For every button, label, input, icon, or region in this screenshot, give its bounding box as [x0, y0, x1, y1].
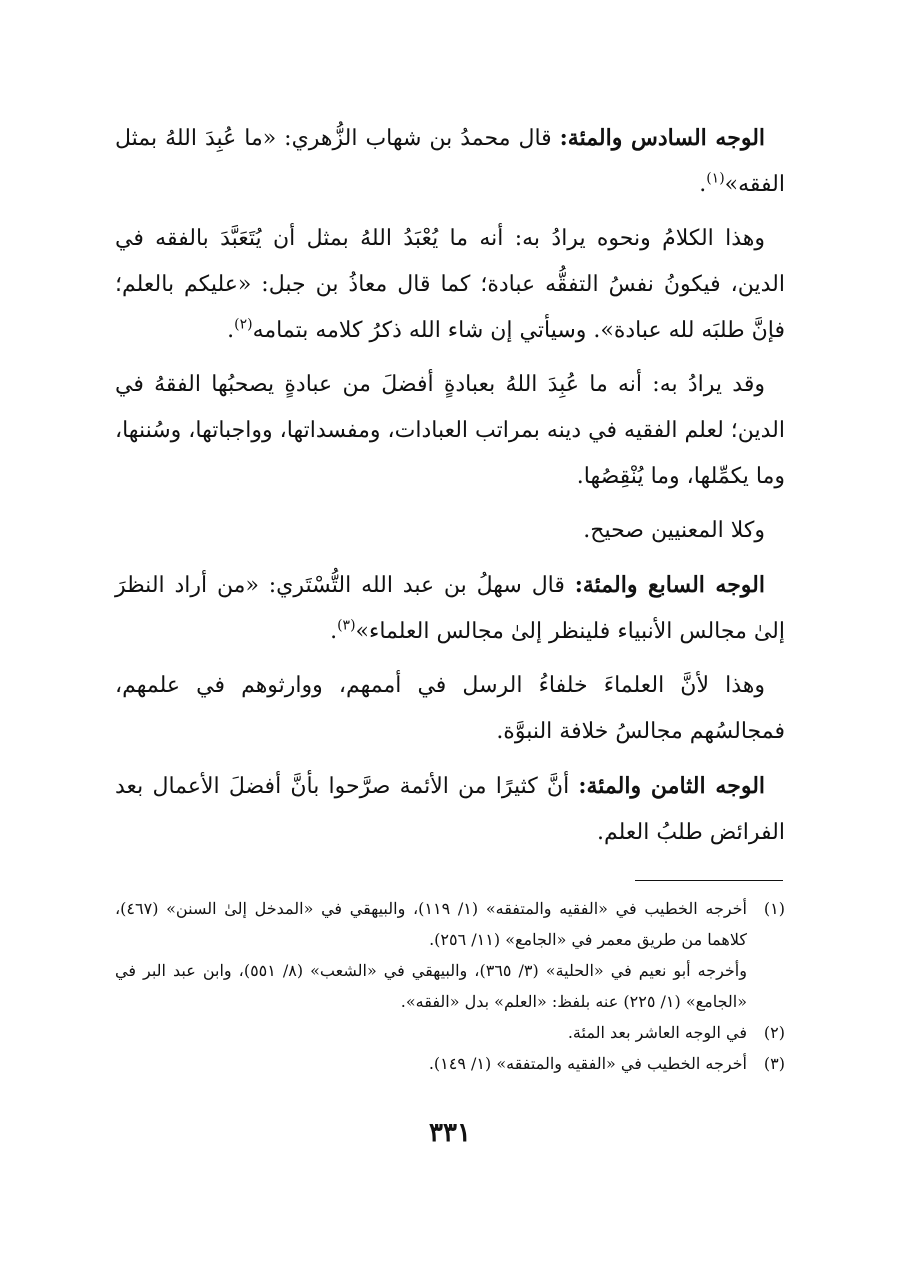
footnote-number: (٢) — [763, 1023, 785, 1042]
paragraph-text: وكلا المعنيين صحيح. — [583, 518, 765, 543]
footnote-separator — [635, 880, 783, 881]
footnote-line: وأخرجه أبو نعيم في «الحلية» (٣/ ٣٦٥)، والبيهقي في «الشعب» (٨/ ٥٥١)، وابن عبد البر في «الجامع» (١/ ٢٢٥) عنه بلفظ: «العلم» بدل «الفقه». — [115, 961, 747, 1011]
paragraph-2 — [115, 216, 785, 354]
section-heading-108: الوجه الثامن والمئة: — [578, 773, 766, 799]
paragraph-text: قال محمدُ بن شهاب الزُّهري: «ما عُبِدَ اللهُ بمثل الفقه» — [115, 126, 785, 197]
sentence-end: . — [699, 172, 707, 197]
section-heading-106: الوجه السادس والمئة: — [559, 125, 766, 151]
paragraph-1 — [115, 115, 785, 208]
footnote-2 — [115, 1017, 785, 1048]
footnote-ref-3[interactable]: (٣) — [337, 617, 356, 634]
paragraph-7 — [115, 763, 785, 856]
footnote-1 — [115, 893, 785, 1017]
footnote-body — [115, 893, 747, 1017]
footnote-line: أخرجه الخطيب في «الفقيه والمتفقه» (١/ ١١٩)، والبيهقي في «المدخل إلىٰ السنن» (٤٦٧)، كلاهما من طريق معمر في «الجامع» (١١/ ٢٥٦). — [115, 899, 747, 949]
paragraph-text: وهذا الكلامُ ونحوه يرادُ به: أنه ما يُعْبَدُ اللهُ بمثل أن يُتَعَبَّدَ بالفقه في الدين، فيكونُ نفسُ التفقُّه عبادة؛ كما قال معاذُ بن جبل: «عليكم بالعلم؛ فإنَّ طلبَه لله عبادة». وسيأتي إن شاء الله ذكرُ كلامه بتمامه — [115, 226, 785, 343]
paragraph-text: وهذا لأنَّ العلماءَ خلفاءُ الرسل في أممهم، ووارثوهم في علمهم، فمجالسُهم مجالسُ خلافة النبوَّة. — [115, 673, 785, 744]
sentence-end: . — [330, 619, 338, 644]
paragraph-5 — [115, 562, 785, 655]
page-number: ٣٣١ — [429, 1118, 471, 1148]
paragraph-4 — [115, 508, 785, 554]
paragraph-6 — [115, 663, 785, 755]
footnote-ref-2[interactable]: (٢) — [234, 316, 253, 333]
footnote-body: في الوجه العاشر بعد المئة. — [567, 1023, 747, 1042]
footnote-number: (١) — [763, 899, 785, 918]
paragraph-text: وقد يرادُ به: أنه ما عُبِدَ اللهُ بعبادةٍ أفضلَ من عبادةٍ يصحبُها الفقهُ في الدين؛ لعلم الفقيه في دينه بمراتب العبادات، ومفسداتها، وواجباتها، وسُننها، وما يكمِّلها، وما يُنْقِصُها. — [115, 372, 786, 489]
paragraph-text: قال سهلُ بن عبد الله التُّسْتَري: «من أراد النظرَ إلىٰ مجالس الأنبياء فلينظر إلىٰ مجالس العلماء» — [115, 573, 785, 644]
footnote-number: (٣) — [763, 1054, 785, 1073]
main-text — [115, 115, 785, 864]
footnote-ref-1[interactable]: (١) — [706, 170, 725, 187]
section-heading-107: الوجه السابع والمئة: — [574, 572, 765, 598]
footnotes — [115, 893, 785, 1079]
footnote-3 — [115, 1048, 785, 1079]
paragraph-3 — [115, 362, 785, 500]
footnote-body: أخرجه الخطيب في «الفقيه والمتفقه» (١/ ١٤٩). — [428, 1054, 747, 1073]
paragraph-text: أنَّ كثيرًا من الأئمة صرَّحوا بأنَّ أفضلَ الأعمال بعد الفرائض طلبُ العلم. — [115, 774, 785, 845]
sentence-end: . — [227, 318, 235, 343]
